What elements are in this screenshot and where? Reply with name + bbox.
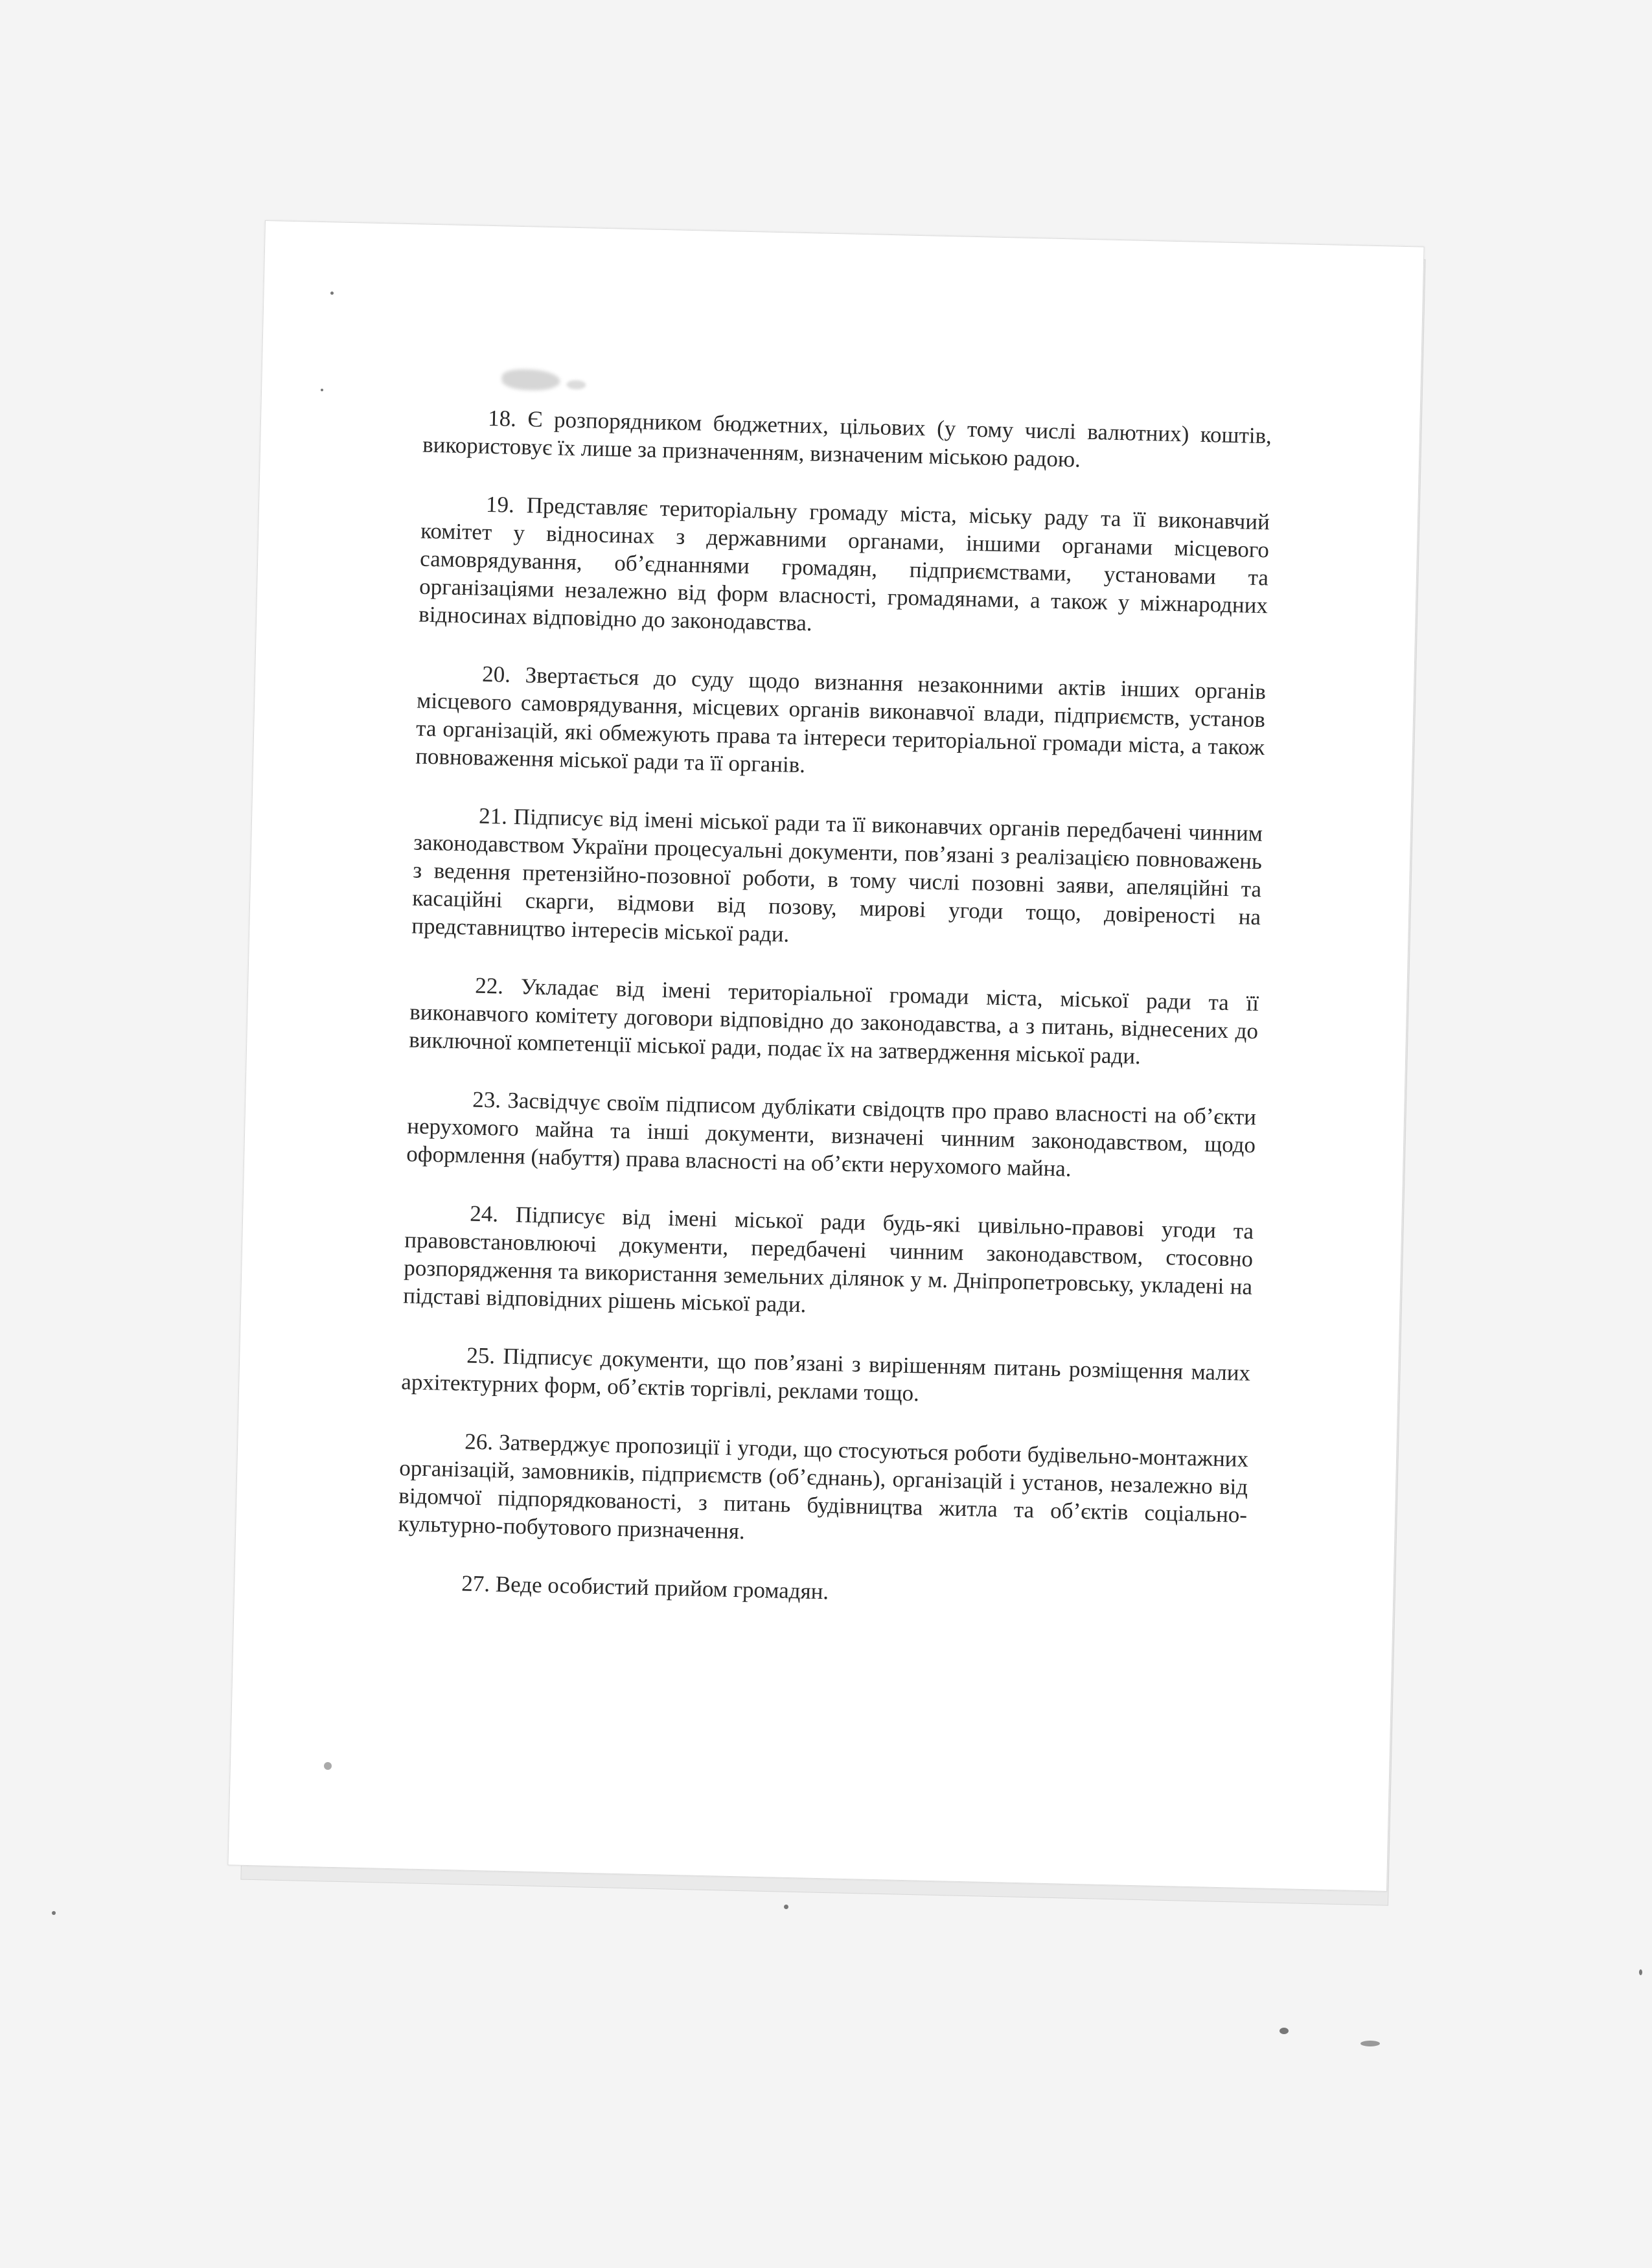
document-body bbox=[396, 403, 1272, 1615]
clause-20: 20. Звертається до суду щодо визнання незаконними актів інших органів місцевого самоврядування, місцевих органів виконавчої влади, підприємств, установ та організацій, які обмежують права та інтереси територіальної громади міста, а також повноваження міської ради та її органів. bbox=[415, 661, 1267, 778]
page-smudge-small bbox=[566, 380, 586, 390]
dust-speck bbox=[784, 1905, 788, 1909]
clause-21: 21. Підписує від імені міської ради та її виконавчих органів передбачені чинним законодавством України процесуальні документи, пов’язані з реалізацією повноважень з ведення претензійно-позовної роботи, в тому числі позовні заяви, апеляційні та касаційні скарги, відмови від позову, мирові угоди тощо, довіреності на представництво інтересів міської ради. bbox=[411, 803, 1263, 947]
dust-speck bbox=[52, 1911, 56, 1915]
page-smudge bbox=[501, 369, 560, 391]
clause-23: 23. Засвідчує своїм підписом дублікати свідоцтв про право власності на об’єкти нерухомого майна та інші документи, визначені чинним законодавством, щодо оформлення (набуття) права власності на об’єкти нерухомого майна. bbox=[406, 1086, 1257, 1182]
clause-19: 19. Представляє територіальну громаду міста, міську раду та її виконавчий комітет у відносинах з державними органами, іншими органами місцевого самоврядування, об’єднаннями громадян, підприємствами, установами та організаціями незалежно від форм власності, громадянами, а також у міжнародних відносинах відповідно до законодавства. bbox=[418, 491, 1270, 636]
dust-speck bbox=[1639, 1969, 1642, 1975]
clause-22: 22. Укладає від імені територіальної громади міста, міської ради та її виконавчого комітету договори відповідно до законодавства, а з питань, віднесених до виключної компетенції міської ради, подає їх на затвердження міської ради. bbox=[408, 972, 1259, 1070]
dust-speck bbox=[1279, 2028, 1289, 2034]
clause-26: 26. Затверджує пропозиції і угоди, що стосуються роботи будівельно-монтажних організацій, замовників, підприємств (об’єднань), організацій і установ, незалежно від відомчої підпорядкованості, з питань будівництва житла та об’єктів соціально-культурно-побутового призначення. bbox=[398, 1428, 1249, 1544]
dust-speck bbox=[324, 1762, 332, 1770]
clause-18: 18. Є розпорядником бюджетних, цільових (у тому числі валютних) коштів, використовує їх лише за призначенням, визначеним міською радою. bbox=[422, 405, 1272, 472]
dust-speck bbox=[321, 389, 323, 391]
clause-27: 27. Веде особистий прийом громадян. bbox=[461, 1570, 829, 1605]
dust-speck bbox=[330, 292, 334, 295]
clause-24: 24. Підписує від імені міської ради будь-які цивільно-правові угоди та правовстановлюючі документи, передбачені чинним законодавством, стосовно розпорядження та використання земельних ділянок у м. Дніпропетровську, укладені на підставі відповідних рішень міської ради. bbox=[403, 1200, 1254, 1318]
document-page bbox=[227, 220, 1424, 1892]
clause-25: 25. Підписує документи, що пов’язані з вирішенням питань розміщення малих архітектурних форм, об’єктів торгівлі, реклами тощо. bbox=[400, 1342, 1251, 1406]
dust-speck bbox=[1360, 2041, 1380, 2046]
